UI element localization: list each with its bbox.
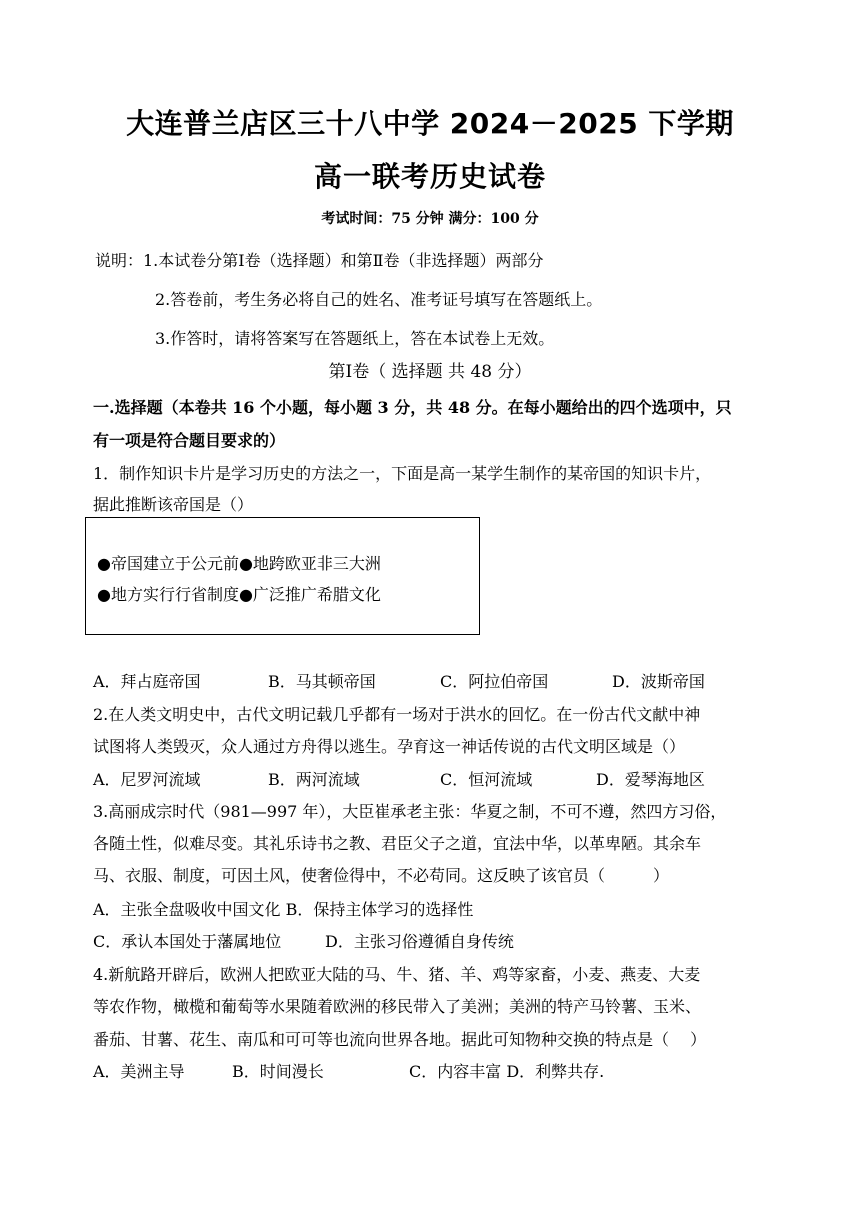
q3-stem-line1: 3.高丽成宗时代（981—997 年），大臣崔承老主张：华夏之制，不可不遵，然四方习俗，	[93, 802, 727, 821]
q4-stem-line2: 等农作物，橄榄和葡萄等水果随着欧洲的移民带入了美洲；美洲的特产马铃薯、玉米、	[93, 997, 702, 1016]
q4-stem-line1: 4.新航路开辟后，欧洲人把欧亚大陆的马、牛、猪、羊、鸡等家畜，小麦、燕麦、大麦	[93, 965, 701, 984]
q1-option-d[interactable]: D．波斯帝国	[612, 672, 705, 691]
q1-option-a[interactable]: A．拜占庭帝国	[93, 672, 201, 691]
q2-stem-line1: 2.在人类文明史中，古代文明记载几乎都有一场对于洪水的回忆。在一份古代文献中神	[93, 705, 701, 724]
card-line2: ●地方实行行省制度●广泛推广希腊文化	[97, 585, 381, 604]
card-line1: ●帝国建立于公元前●地跨欧亚非三大洲	[97, 554, 381, 573]
q1-stem-line2: 据此推断该帝国是（）	[93, 495, 254, 514]
q3-stem-line2: 各随土性，似难尽变。其礼乐诗书之教、君臣父子之道，宜法中华，以革卑陋。其余车	[93, 834, 702, 853]
q2-stem-line2: 试图将人类毁灭，众人通过方舟得以逃生。孕育这一神话传说的古代文明区域是（）	[93, 737, 686, 756]
q2-option-d[interactable]: D．爱琴海地区	[596, 770, 705, 789]
part-heading-line2: 有一项是符合题目要求的）	[93, 431, 286, 450]
section-title: 第Ⅰ卷（ 选择题 共 48 分）	[328, 362, 532, 382]
q3-option-c[interactable]: C．承认本国处于藩属地位	[93, 932, 282, 951]
q4-stem-line3: 番茄、甘薯、花生、南瓜和可可等也流向世界各地。据此可知物种交换的特点是（ ）	[93, 1030, 707, 1049]
q1-stem-line1: 1．制作知识卡片是学习历史的方法之一，下面是高一某学生制作的某帝国的知识卡片，	[93, 464, 712, 483]
q3-option-ab[interactable]: A．主张全盘吸收中国文化 B．保持主体学习的选择性	[93, 900, 474, 919]
q2-option-b[interactable]: B．两河流域	[268, 770, 360, 789]
q2-option-a[interactable]: A．尼罗河流域	[93, 770, 201, 789]
instruction-2: 2.答卷前，考生务必将自己的姓名、准考证号填写在答题纸上。	[155, 290, 603, 309]
q1-option-c[interactable]: C．阿拉伯帝国	[440, 672, 549, 691]
instruction-3: 3.作答时，请将答案写在答题纸上，答在本试卷上无效。	[155, 329, 555, 348]
q2-option-c[interactable]: C．恒河流域	[440, 770, 533, 789]
exam-title-line1: 大连普兰店区三十八中学 2024－2025 下学期	[126, 107, 734, 140]
knowledge-card	[85, 517, 480, 635]
part-heading-line1: 一.选择题（本卷共 16 个小题，每小题 3 分，共 48 分。在每小题给出的四个选项中，只	[93, 398, 732, 417]
instruction-1: 说明：1.本试卷分第Ⅰ卷（选择题）和第Ⅱ卷（非选择题）两部分	[95, 251, 544, 270]
q4-option-cd[interactable]: C．内容丰富 D．利弊共存.	[409, 1062, 605, 1081]
q4-option-a[interactable]: A．美洲主导	[93, 1062, 185, 1081]
q4-option-b[interactable]: B．时间漫长	[232, 1062, 324, 1081]
q1-option-b[interactable]: B．马其顿帝国	[268, 672, 376, 691]
q3-stem-line3: 马、衣服、制度，可因土风，使奢俭得中，不必苟同。这反映了该官员（ ）	[93, 866, 670, 885]
exam-time-score: 考试时间：75 分钟 满分：100 分	[321, 211, 539, 227]
q3-option-d[interactable]: D．主张习俗遵循自身传统	[325, 932, 514, 951]
exam-title-line2: 高一联考历史试卷	[313, 160, 546, 193]
